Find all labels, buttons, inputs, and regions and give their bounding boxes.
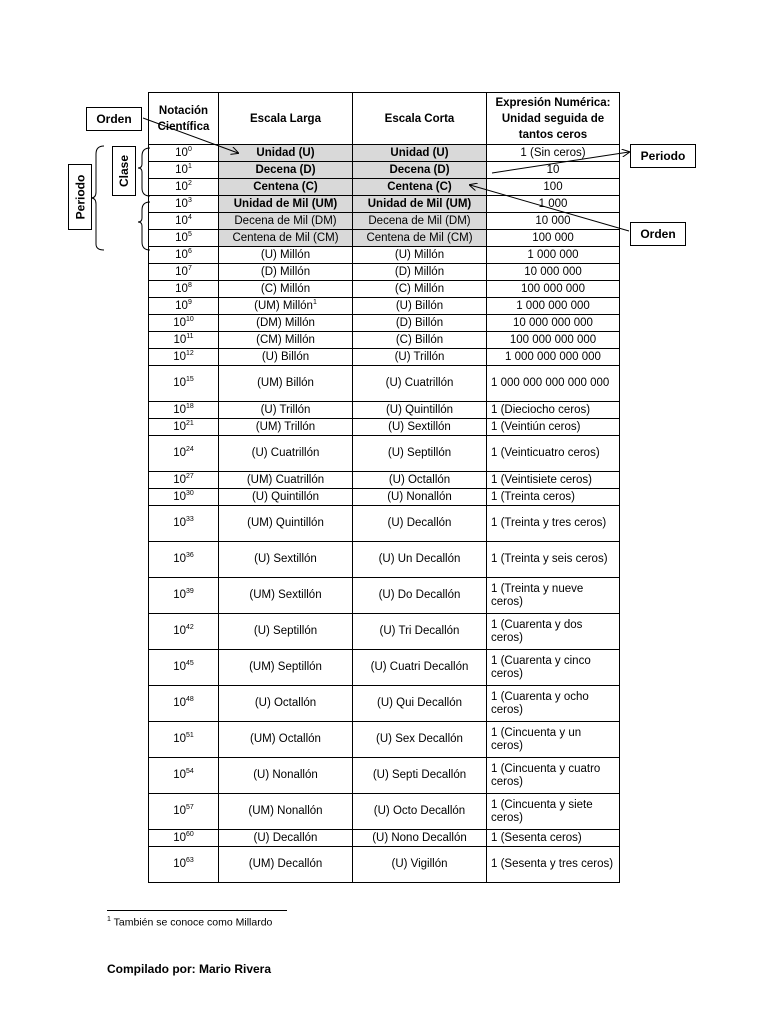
escala-corta-cell: (U) Trillón	[353, 349, 487, 366]
escala-corta-cell: (D) Billón	[353, 315, 487, 332]
orden-bottom-label: Orden	[630, 222, 686, 246]
escala-corta-cell: Decena de Mil (DM)	[353, 213, 487, 230]
notation-cell: $10^{15}$	[149, 366, 219, 402]
notation-cell: $10^{54}$	[149, 758, 219, 794]
expresion-cell: 100	[487, 179, 620, 196]
compiled-by: Compilado por: Mario Rivera	[107, 962, 272, 976]
expresion-cell: 1 (Cincuenta y un ceros)	[487, 722, 620, 758]
expresion-cell: 1 (Treinta ceros)	[487, 489, 620, 506]
escala-corta-cell: (U) Octallón	[353, 472, 487, 489]
escala-corta-cell: (U) Un Decallón	[353, 542, 487, 578]
header-escala-larga: Escala Larga	[219, 93, 353, 145]
footnote-divider	[107, 910, 287, 911]
footnote-marker: 1	[107, 916, 111, 923]
expresion-cell: 1 (Veintisiete ceros)	[487, 472, 620, 489]
notation-cell: $10^{51}$	[149, 722, 219, 758]
escala-larga-cell: Unidad (U)	[219, 145, 353, 162]
notation-cell: $10^{57}$	[149, 794, 219, 830]
escala-larga-cell: (U) Billón	[219, 349, 353, 366]
notation-cell: $10^4$	[149, 213, 219, 230]
header-escala-corta: Escala Corta	[353, 93, 487, 145]
escala-corta-cell: (C) Millón	[353, 281, 487, 298]
expresion-cell: 1 (Cuarenta y dos ceros)	[487, 614, 620, 650]
escala-corta-cell: (U) Qui Decallón	[353, 686, 487, 722]
escala-larga-cell: (DM) Millón	[219, 315, 353, 332]
escala-corta-cell: (U) Millón	[353, 247, 487, 264]
notation-cell: $10^3$	[149, 196, 219, 213]
notation-cell: $10^{10}$	[149, 315, 219, 332]
escala-corta-cell: Centena (C)	[353, 179, 487, 196]
notation-cell: $10^6$	[149, 247, 219, 264]
expresion-cell: 1 000 000 000 000	[487, 349, 620, 366]
escala-larga-cell: (UM) Trillón	[219, 419, 353, 436]
escala-corta-cell: (U) Decallón	[353, 506, 487, 542]
escala-larga-cell: Centena (C)	[219, 179, 353, 196]
escala-larga-cell: (U) Decallón	[219, 830, 353, 847]
notation-cell: $10^1$	[149, 162, 219, 179]
notation-cell: $10^{11}$	[149, 332, 219, 349]
expresion-cell: 10 000 000	[487, 264, 620, 281]
periodo-bracket	[91, 146, 104, 250]
escala-corta-cell: (D) Millón	[353, 264, 487, 281]
escala-larga-cell: (U) Millón	[219, 247, 353, 264]
clase-label: Clase	[112, 146, 136, 196]
expresion-cell: 1 000	[487, 196, 620, 213]
expresion-cell: 100 000	[487, 230, 620, 247]
escala-larga-cell: Decena (D)	[219, 162, 353, 179]
escala-corta-cell: (U) Billón	[353, 298, 487, 315]
escala-corta-cell: (U) Do Decallón	[353, 578, 487, 614]
periodo-left-label: Periodo	[68, 164, 92, 230]
escala-larga-cell: (UM) Decallón	[219, 847, 353, 883]
escala-corta-cell: (U) Nonallón	[353, 489, 487, 506]
notation-cell: $10^{63}$	[149, 847, 219, 883]
expresion-cell: 1 (Cincuenta y siete ceros)	[487, 794, 620, 830]
escala-larga-cell: Centena de Mil (CM)	[219, 230, 353, 247]
escala-corta-cell: Unidad (U)	[353, 145, 487, 162]
notation-cell: $10^{33}$	[149, 506, 219, 542]
orden-top-label: Orden	[86, 107, 142, 131]
escala-corta-cell: (C) Billón	[353, 332, 487, 349]
notation-cell: $10^8$	[149, 281, 219, 298]
notation-cell: $10^{21}$	[149, 419, 219, 436]
expresion-cell: 1 (Treinta y tres ceros)	[487, 506, 620, 542]
notation-cell: $10^{27}$	[149, 472, 219, 489]
notation-cell: $10^{36}$	[149, 542, 219, 578]
escala-larga-cell: (U) Octallón	[219, 686, 353, 722]
clase-bracket-top	[138, 148, 150, 196]
notation-cell: $10^5$	[149, 230, 219, 247]
escala-larga-cell: (CM) Millón	[219, 332, 353, 349]
notation-cell: $10^{60}$	[149, 830, 219, 847]
notation-cell: $10^{18}$	[149, 402, 219, 419]
escala-corta-cell: Centena de Mil (CM)	[353, 230, 487, 247]
escala-corta-cell: (U) Tri Decallón	[353, 614, 487, 650]
escala-larga-cell: (U) Septillón	[219, 614, 353, 650]
escala-corta-cell: (U) Sextillón	[353, 419, 487, 436]
escala-larga-cell: (D) Millón	[219, 264, 353, 281]
expresion-cell: 1 000 000 000	[487, 298, 620, 315]
escala-larga-cell: (UM) Cuatrillón	[219, 472, 353, 489]
footnote	[107, 916, 272, 929]
footnote-text: También se conoce como Millardo	[113, 916, 273, 929]
escala-corta-cell: (U) Vigillón	[353, 847, 487, 883]
notation-cell: $10^9$	[149, 298, 219, 315]
expresion-cell: 1 (Sin ceros)	[487, 145, 620, 162]
escala-larga-cell: (U) Trillón	[219, 402, 353, 419]
escala-corta-cell: (U) Sex Decallón	[353, 722, 487, 758]
header-expresion: Expresión Numérica: Unidad seguida de tantos ceros	[487, 93, 620, 145]
expresion-cell: 1 (Cincuenta y cuatro ceros)	[487, 758, 620, 794]
notation-cell: $10^7$	[149, 264, 219, 281]
escala-corta-cell: Decena (D)	[353, 162, 487, 179]
notation-cell: $10^{30}$	[149, 489, 219, 506]
expresion-cell: 10	[487, 162, 620, 179]
expresion-cell: 10 000 000 000	[487, 315, 620, 332]
expresion-cell: 100 000 000	[487, 281, 620, 298]
escala-larga-cell: (UM) Nonallón	[219, 794, 353, 830]
escala-larga-cell: (U) Nonallón	[219, 758, 353, 794]
orden-top-arrow	[143, 118, 238, 153]
expresion-cell: 1 (Treinta y seis ceros)	[487, 542, 620, 578]
footnote-ref: 1	[312, 298, 317, 306]
escala-larga-cell: (UM) Millón$^1$	[219, 298, 353, 315]
clase-bracket-bottom	[138, 202, 150, 250]
expresion-cell: 1 (Dieciocho ceros)	[487, 402, 620, 419]
escala-larga-cell: (U) Cuatrillón	[219, 436, 353, 472]
escala-larga-cell: (UM) Octallón	[219, 722, 353, 758]
header-notacion: Notación Científica	[149, 93, 219, 145]
notation-cell: $10^{45}$	[149, 650, 219, 686]
notation-cell: $10^{48}$	[149, 686, 219, 722]
expresion-cell: 1 (Veintiún ceros)	[487, 419, 620, 436]
expresion-cell: 1 (Sesenta y tres ceros)	[487, 847, 620, 883]
escala-larga-cell: (UM) Septillón	[219, 650, 353, 686]
notation-cell: $10^2$	[149, 179, 219, 196]
escala-corta-cell: (U) Cuatrillón	[353, 366, 487, 402]
escala-larga-cell: (U) Quintillón	[219, 489, 353, 506]
escala-larga-cell: Decena de Mil (DM)	[219, 213, 353, 230]
expresion-cell: 1 (Treinta y nueve ceros)	[487, 578, 620, 614]
escala-corta-cell: (U) Quintillón	[353, 402, 487, 419]
escala-corta-cell: (U) Septi Decallón	[353, 758, 487, 794]
expresion-cell: 1 000 000 000 000 000	[487, 366, 620, 402]
periodo-right-label: Periodo	[630, 144, 696, 168]
escala-larga-cell: (UM) Billón	[219, 366, 353, 402]
escala-larga-cell: (UM) Quintillón	[219, 506, 353, 542]
expresion-cell: 1 000 000	[487, 247, 620, 264]
expresion-cell: 1 (Sesenta ceros)	[487, 830, 620, 847]
escala-corta-cell: (U) Nono Decallón	[353, 830, 487, 847]
notation-cell: $10^{12}$	[149, 349, 219, 366]
escala-corta-cell: Unidad de Mil (UM)	[353, 196, 487, 213]
notation-cell: $10^0$	[149, 145, 219, 162]
notation-cell: $10^{24}$	[149, 436, 219, 472]
escala-corta-cell: (U) Cuatri Decallón	[353, 650, 487, 686]
orden-bottom-arrow	[470, 185, 629, 231]
escala-larga-cell: Unidad de Mil (UM)	[219, 196, 353, 213]
notation-cell: $10^{42}$	[149, 614, 219, 650]
notation-cell: $10^{39}$	[149, 578, 219, 614]
escala-corta-cell: (U) Octo Decallón	[353, 794, 487, 830]
escala-larga-cell: (UM) Sextillón	[219, 578, 353, 614]
expresion-cell: 100 000 000 000	[487, 332, 620, 349]
expresion-cell: 10 000	[487, 213, 620, 230]
escala-larga-cell: (C) Millón	[219, 281, 353, 298]
expresion-cell: 1 (Veinticuatro ceros)	[487, 436, 620, 472]
escala-corta-cell: (U) Septillón	[353, 436, 487, 472]
escala-larga-cell: (U) Sextillón	[219, 542, 353, 578]
expresion-cell: 1 (Cuarenta y cinco ceros)	[487, 650, 620, 686]
expresion-cell: 1 (Cuarenta y ocho ceros)	[487, 686, 620, 722]
periodo-right-arrow	[492, 152, 629, 173]
